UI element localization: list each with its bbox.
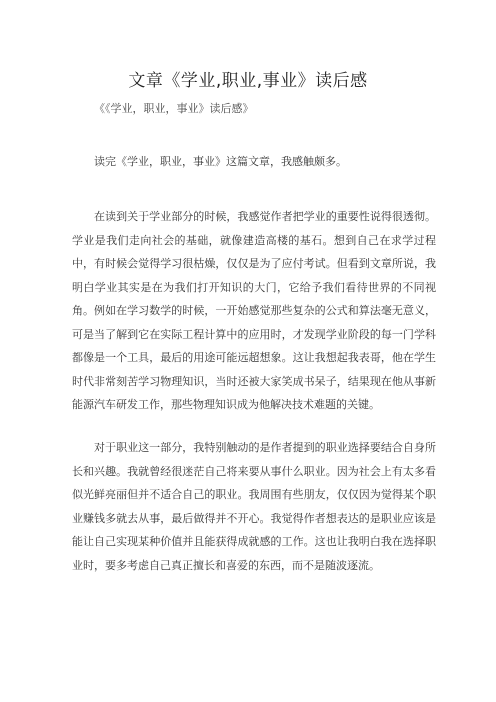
paragraph-study: 在读到关于学业部分的时候，我感觉作者把学业的重要性说得很透彻。学业是我们走向社会的基础，就像建造高楼的基石。想到自己在求学过程中，有时候会觉得学习很枯燥，仅仅是为了应付考试。但看到文章所说，我明白学业其实是在为我们打开知识的大门，它给予我们看待世界的不同视角。例如在学习数学的时候，一开始感觉那些复杂的公式和算法毫无意义，可是当了解到它在实际工程计算中的应用时，才发现学业阶段的每一门学科都像是一个工具，最后的用途可能远超想象。这让我想起我表哥，他在学生时代非常刻苦学习物理知识，当时还被大家笑成书呆子，结果现在他从事新能源汽车研发工作，那些物理知识成为他解决技术难题的关键。 — [72, 210, 436, 411]
paragraph-intro: 读完《学业，职业，事业》这篇文章，我感触颇多。 — [94, 155, 347, 168]
paragraph-career: 对于职业这一部分，我特别触动的是作者提到的职业选择要结合自身所长和兴趣。我就曾经很迷茫自己将来要从事什么职业。因为社会上有太多看似光鲜亮丽但并不适合自己的职业。我周围有些朋友，仅仅因为觉得某个职业赚钱多就去从事，最后做得并不开心。我觉得作者想表达的是职业应该是能让自己实现某种价值并且能获得成就感的工作。这也让我明白我在选择职业时，要多考虑自己真正擅长和喜爱的东西，而不是随波逐流。 — [72, 441, 436, 572]
document-title: 文章《学业,职业,事业》读后感 — [128, 71, 368, 91]
document-subtitle: 《《学业，职业，事业》读后感》 — [94, 102, 254, 115]
